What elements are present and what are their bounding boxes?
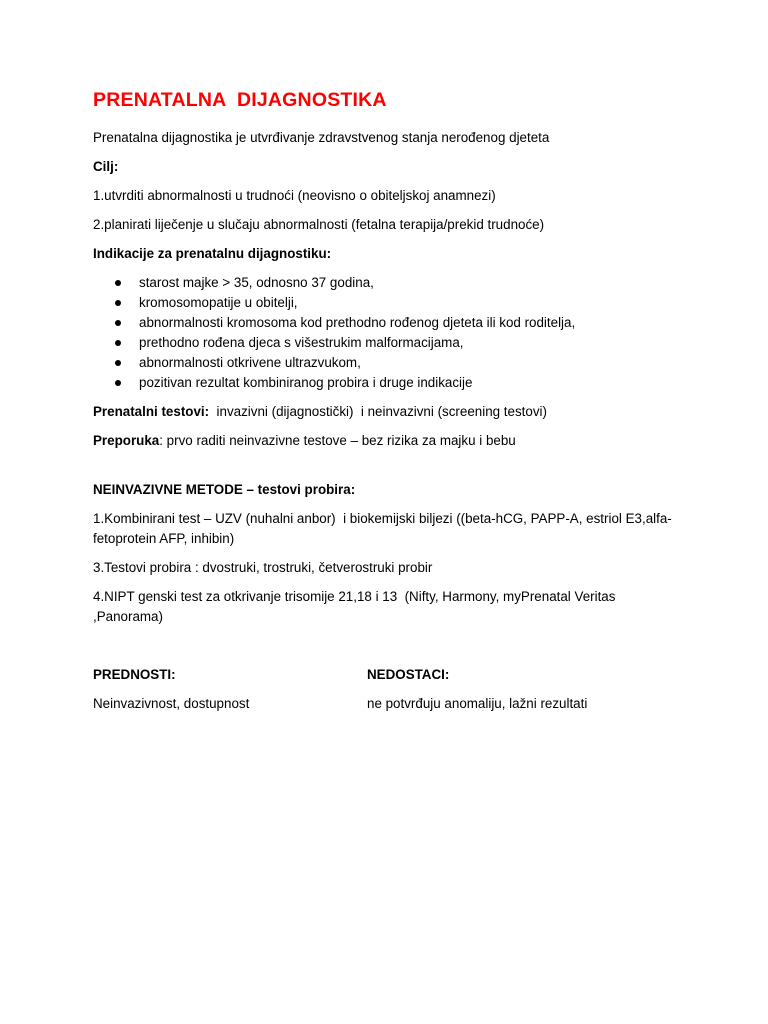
bullet-icon: [115, 300, 121, 306]
list-item: [139, 333, 683, 353]
list-item-text: pozitivan rezultat kombiniranog probira i druge indikacije: [139, 375, 473, 390]
neinvazivne-heading: NEINVAZIVNE METODE – testovi probira:: [93, 482, 356, 497]
indikacije-list: [93, 273, 683, 393]
list-item: [139, 293, 683, 313]
preporuka-text: : prvo raditi neinvazivne testove – bez rizika za majku i bebu: [159, 433, 516, 448]
list-item-text: starost majke > 35, odnosno 37 godina,: [139, 275, 374, 290]
spacer: [93, 636, 683, 665]
testovi-paragraph: [93, 402, 683, 422]
intro-paragraph: Prenatalna dijagnostika je utvrđivanje zdravstvenog stanja nerođenog djeteta: [93, 130, 550, 145]
pros-cons-value-row: [93, 694, 683, 714]
list-item-text: kromosomopatije u obitelji,: [139, 295, 298, 310]
prednosti-text: Neinvazivnost, dostupnost: [93, 696, 250, 711]
testovi-label: Prenatalni testovi:: [93, 404, 210, 419]
preporuka-label: Preporuka: [93, 433, 160, 448]
list-item: [139, 313, 683, 333]
document-title: PRENATALNA DIJAGNOSTIKA: [93, 89, 387, 111]
spacer: [93, 460, 683, 480]
testovi-text: invazivni (dijagnostički) i neinvazivni (screening testovi): [209, 404, 547, 419]
list-item-text: abnormalnosti otkrivene ultrazvukom,: [139, 355, 361, 370]
nedostaci-text: ne potvrđuju anomaliju, lažni rezultati: [367, 696, 588, 711]
bullet-icon: [115, 340, 121, 346]
cilj-item: 2.planirati liječenje u slučaju abnormalnosti (fetalna terapija/prekid trudnoće): [93, 217, 545, 232]
nedostaci-label: NEDOSTACI:: [367, 667, 450, 682]
pros-cons-header-row: [93, 665, 683, 685]
list-item: [139, 273, 683, 293]
list-item: [139, 373, 683, 393]
bullet-icon: [115, 280, 121, 286]
list-item: [139, 353, 683, 373]
list-item-text: prethodno rođena djeca s višestrukim malformacijama,: [139, 335, 464, 350]
prednosti-label: PREDNOSTI:: [93, 667, 176, 682]
bullet-icon: [115, 380, 121, 386]
metoda-item: 1.Kombinirani test – UZV (nuhalni anbor) i biokemijski biljezi ((beta-hCG, PAPP-A, estriol E3,alfa-fetoprotein AFP, inhibin): [93, 511, 672, 546]
bullet-icon: [115, 360, 121, 366]
document-content: [93, 88, 683, 723]
list-item-text: abnormalnosti kromosoma kod prethodno rođenog djeteta ili kod roditelja,: [139, 315, 576, 330]
preporuka-paragraph: [93, 431, 683, 451]
bullet-icon: [115, 320, 121, 326]
metoda-item: 4.NIPT genski test za otkrivanje trisomije 21,18 i 13 (Nifty, Harmony, myPrenatal Veritas ,Panorama): [93, 589, 620, 624]
cilj-label: Cilj:: [93, 159, 119, 174]
metoda-item: 3.Testovi probira : dvostruki, trostruki, četverostruki probir: [93, 560, 433, 575]
cilj-item: 1.utvrditi abnormalnosti u trudnoći (neovisno o obiteljskoj anamnezi): [93, 188, 496, 203]
indikacije-heading: Indikacije za prenatalnu dijagnostiku:: [93, 246, 332, 261]
